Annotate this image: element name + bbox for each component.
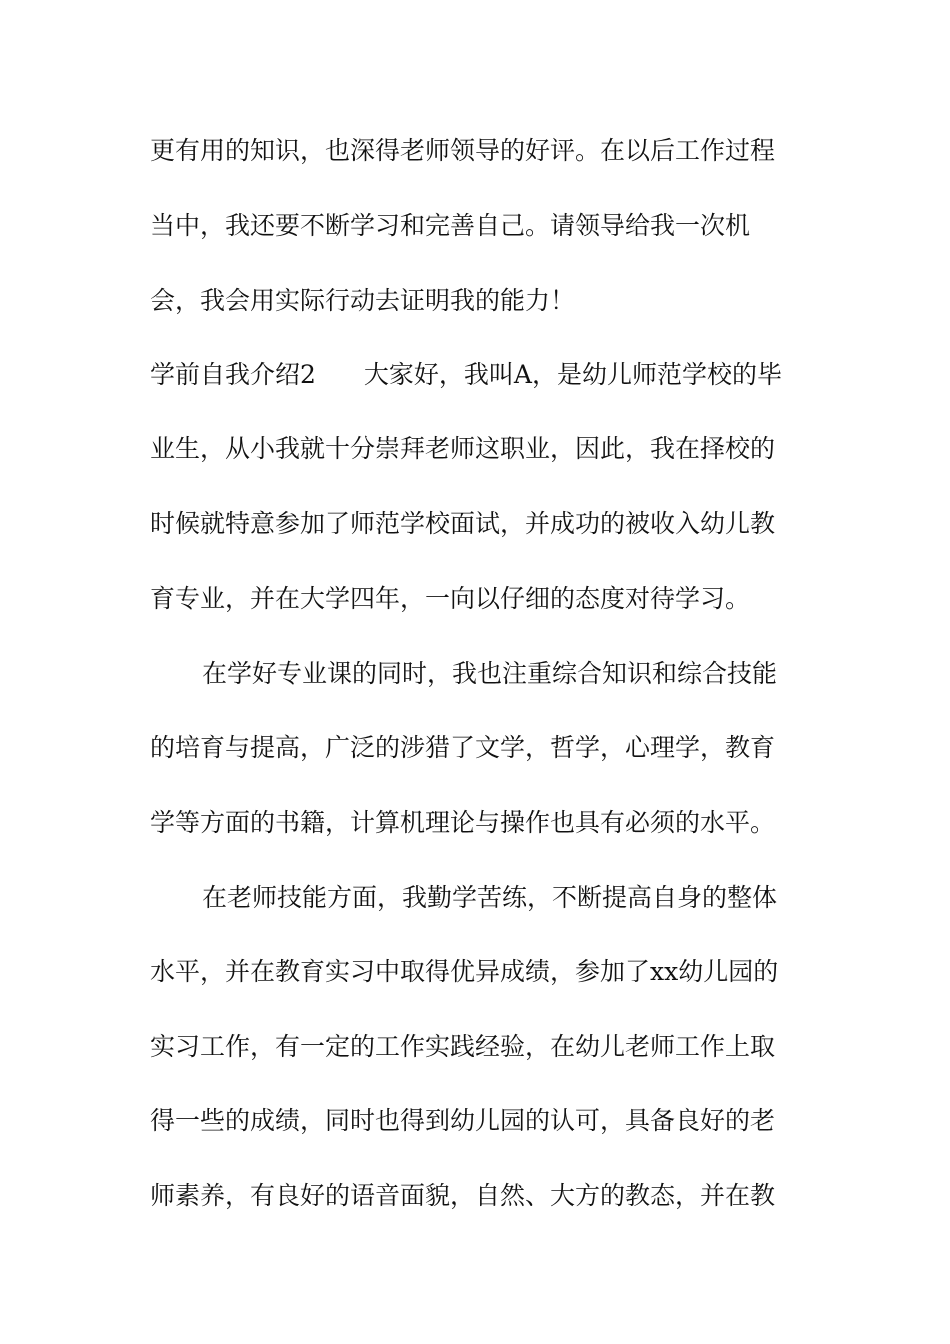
- paragraph-line: 会，我会用实际行动去证明我的能力！: [150, 286, 576, 315]
- paragraph-line: 育专业，并在大学四年，一向以仔细的态度对待学习。: [150, 584, 751, 613]
- paragraph-line: 更有用的知识，也深得老师领导的好评。在以后工作过程: [150, 136, 776, 165]
- section-first-line: 大家好，我叫A，是幼儿师范学校的毕: [363, 360, 782, 389]
- paragraph-line: 时候就特意参加了师范学校面试，并成功的被收入幼儿教: [150, 509, 776, 538]
- paragraph-line: 的培育与提高，广泛的涉猎了文学，哲学，心理学，教育: [150, 733, 776, 762]
- paragraph-line: 当中，我还要不断学习和完善自己。请领导给我一次机: [150, 211, 751, 240]
- section-heading: 学前自我介绍2: [150, 360, 316, 389]
- paragraph-line: 水平，并在教育实习中取得优异成绩，参加了xx幼儿园的: [150, 957, 779, 986]
- section-heading-line: [150, 355, 810, 395]
- paragraph-first-line: 在老师技能方面，我勤学苦练，不断提高自身的整体: [202, 883, 778, 912]
- paragraph-line: 实习工作，有一定的工作实践经验，在幼儿老师工作上取: [150, 1032, 776, 1061]
- paragraph-line: 得一些的成绩，同时也得到幼儿园的认可，具备良好的老: [150, 1106, 776, 1135]
- paragraph-line: 学等方面的书籍，计算机理论与操作也具有必须的水平。: [150, 808, 776, 837]
- paragraph-line: 师素养，有良好的语音面貌，自然、大方的教态，并在教: [150, 1181, 776, 1210]
- paragraph-first-line: 在学好专业课的同时，我也注重综合知识和综合技能: [202, 659, 778, 688]
- paragraph-line: 业生，从小我就十分崇拜老师这职业，因此，我在择校的: [150, 434, 776, 463]
